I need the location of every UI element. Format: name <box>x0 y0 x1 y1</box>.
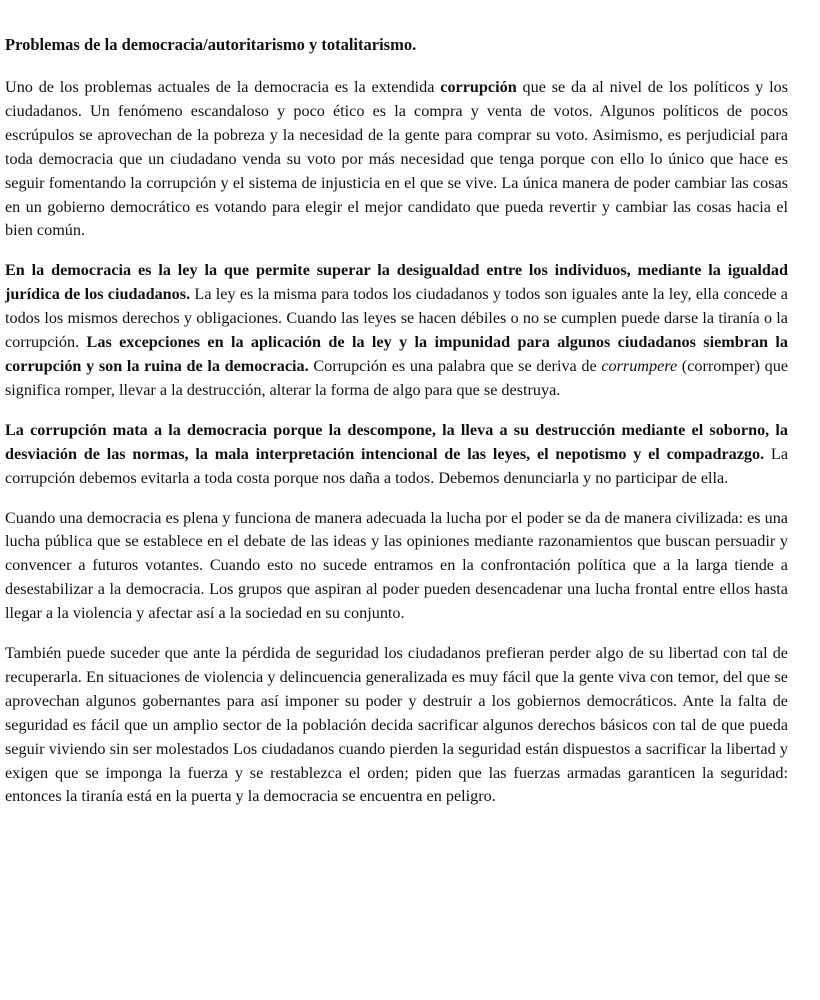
paragraph-2-text-b: La ley es la misma para todos los ciudadanos y todos son iguales ante la ley, ella concede a todos los mismos derechos y obligaciones. Cuando las leyes se hacen débiles o no se cumplen puede darse la tiranía o la corrupción. <box>5 285 788 352</box>
paragraph-1-text-c: que se da al nivel de los políticos y los ciudadanos. Un fenómeno escandaloso y poco ético es la compra y venta de votos. Algunos políticos de pocos escrúpulos se aprovechan de la pobreza y la necesidad de la gente para comprar su voto. Asimismo, es perjudicial para toda democracia que un ciudadano venda su voto por más necesidad que tenga porque con ello lo único que hace es seguir fomentando la corrupción y el sistema de injusticia en el que se vive. La única manera de poder cambiar las cosas en un gobierno democrático es votando para elegir el mejor candidato que pueda revertir y cambiar las cosas hacia el bien común. <box>5 78 788 240</box>
paragraph-1-bold-corrupcion: corrupción <box>440 78 517 96</box>
paragraph-2-text-d: Corrupción es una palabra que se deriva de <box>308 356 602 375</box>
paragraph-4: Cuando una democracia es plena y funciona de manera adecuada la lucha por el poder se da de manera civilizada: es una lucha pública que se establece en el debate de las ideas y las opiniones mediante razonamientos que buscan persuadir y convencer a futuros votantes. Cuando esto no sucede entramos en la confrontación política que a la larga tiende a desestabilizar a la democracia. Los grupos que aspiran al poder pueden desencadenar una lucha frontal entre ellos hasta llegar a la violencia y afectar así a la sociedad en su conjunto. <box>5 508 788 623</box>
paragraph-5: También puede suceder que ante la pérdida de seguridad los ciudadanos prefieran perder algo de su libertad con tal de recuperarla. En situaciones de violencia y delincuencia generalizada es muy fácil que la gente viva con temor, del que se aprovechan algunos gobernantes para así imponer su poder y destruir a los gobiernos democráticos. Ante la falta de seguridad es fácil que un amplio sector de la población decida sacrificar algunos derechos básicos con tal de que pueda seguir viviendo sin ser molestados Los ciudadanos cuando pierden la seguridad están dispuestos a sacrificar la libertad y exigen que se imponga la fuerza y se restablezca el orden; piden que las fuerzas armadas garanticen la seguridad: entonces la tiranía está en la puerta y la democracia se encuentra en peligro. <box>5 644 788 806</box>
paragraph-2 <box>5 259 788 402</box>
paragraph-2-bold-c: Las excepciones en la aplicación de la ley y la impunidad para algunos ciudadanos siembran la corrupción y son la ruina de la democracia. <box>5 333 788 375</box>
paragraph-2-text-f: (corromper) que significa romper, llevar a la destrucción, alterar la forma de algo para que se destruya. <box>5 356 789 399</box>
paragraph-1-text-a: Uno de los problemas actuales de la democracia es la extendida <box>5 78 441 96</box>
paragraph-2-bold-a: En la democracia es la ley la que permite superar la desigualdad entre los individuos, mediante la igualdad jurídica de los ciudadanos. <box>5 261 788 304</box>
paragraph-2-italic-corrumpere: corrumpere <box>601 356 678 375</box>
paragraph-1 <box>5 76 788 243</box>
paragraph-3 <box>5 419 788 491</box>
document-title: Problemas de la democracia/autoritarismo y totalitarismo. <box>5 35 417 54</box>
paragraph-3-text-b: La corrupción debemos evitarla a toda costa porque nos daña a todos. Debemos denunciarla y no participar de ella. <box>5 444 789 487</box>
paragraph-3-bold-a: La corrupción mata a la democracia porque la descompone, la lleva a su destrucción mediante el soborno, la desviación de las normas, la mala interpretación intencional de las leyes, el nepotismo y el compadrazgo. <box>5 420 788 463</box>
